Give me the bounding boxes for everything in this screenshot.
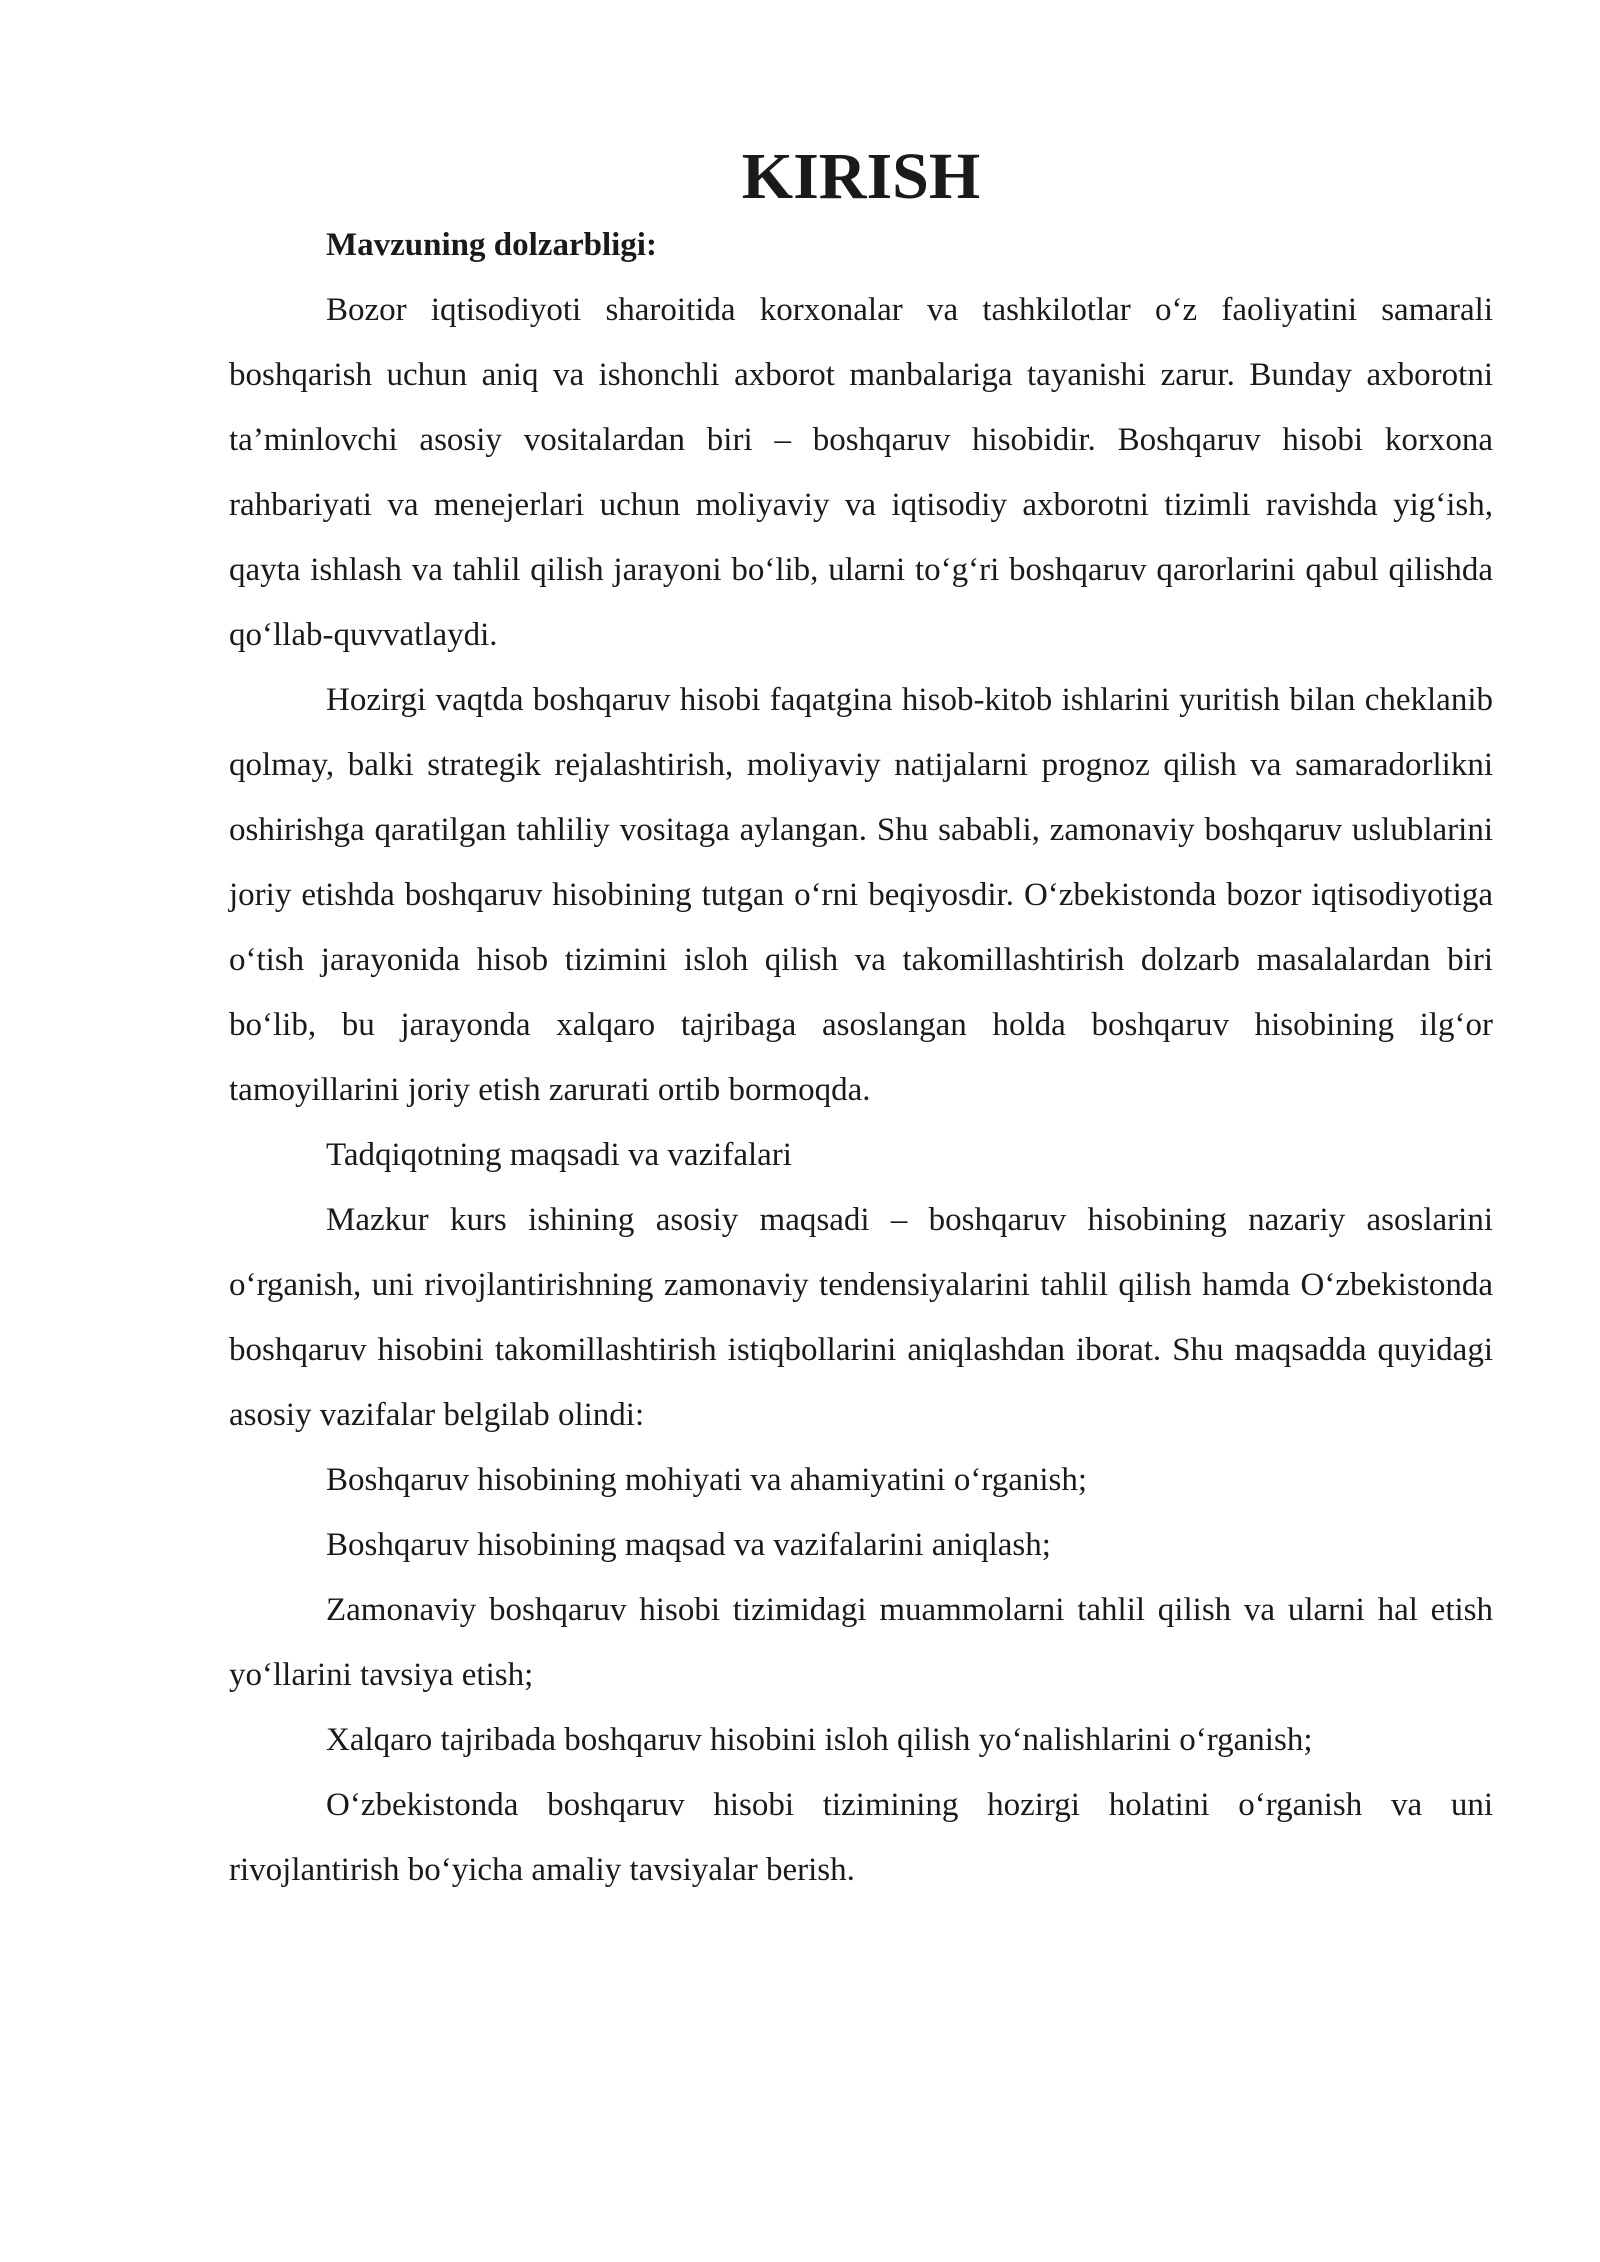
task-item: Boshqaruv hisobining mohiyati va ahamiyatini o‘rganish; — [326, 1462, 1088, 1498]
paragraph: Hozirgi vaqtda boshqaruv hisobi faqatgina hisob-kitob ishlarini yuritish bilan cheklanib qolmay, balki strategik rejalashtirish, moliyaviy natijalarni prognoz qilish va samaradorlikni oshirishga qaratilgan tahliliy vositaga aylangan. Shu sababli, zamonaviy boshqaruv uslublarini joriy etishda boshqaruv hisobining tutgan o‘rni beqiyosdir. O‘zbekistonda bozor iqtisodiyotiga o‘tish jarayonida hisob tizimini isloh qilish va takomillashtirish dolzarb masalalardan biri bo‘lib, bu jarayonda xalqaro tajribaga asoslangan holda boshqaruv hisobining ilg‘or tamoyillarini joriy etish zarurati ortib bormoqda. — [229, 682, 1493, 1108]
paragraph: Bozor iqtisodiyoti sharoitida korxonalar va tashkilotlar o‘z faoliyatini samarali boshqarish uchun aniq va ishonchli axborot manbalariga tayanishi zarur. Bunday axborotni ta’minlovchi asosiy vositalardan biri – boshqaruv hisobidir. Boshqaruv hisobi korxona rahbariyati va menejerlari uchun moliyaviy va iqtisodiy axborotni tizimli ravishda yig‘ish, qayta ishlash va tahlil qilish jarayoni bo‘lib, ularni to‘g‘ri boshqaruv qarorlarini qabul qilishda qo‘llab-quvvatlaydi. — [229, 292, 1493, 653]
document-page — [229, 140, 1493, 1903]
subheading-relevance: Mavzuning dolzarbligi: — [326, 227, 657, 263]
page-title: KIRISH — [741, 140, 981, 213]
goal-paragraph: Mazkur kurs ishining asosiy maqsadi – boshqaruv hisobining nazariy asoslarini o‘rganish, uni rivojlantirishning zamonaviy tendensiyalarini tahlil qilish hamda O‘zbekistonda boshqaruv hisobini takomillashtirish istiqbollarini aniqlashdan iborat. Shu maqsadda quyidagi asosiy vazifalar belgilab olindi: — [229, 1202, 1493, 1433]
task-item: O‘zbekistonda boshqaruv hisobi tizimining hozirgi holatini o‘rganish va uni rivojlantirish bo‘yicha amaliy tavsiyalar berish. — [229, 1787, 1493, 1888]
section-heading: Tadqiqotning maqsadi va vazifalari — [326, 1137, 792, 1173]
task-item: Xalqaro tajribada boshqaruv hisobini isloh qilish yo‘nalishlarini o‘rganish; — [326, 1722, 1313, 1758]
task-item: Zamonaviy boshqaruv hisobi tizimidagi muammolarni tahlil qilish va ularni hal etish yo‘llarini tavsiya etish; — [229, 1592, 1493, 1693]
task-item: Boshqaruv hisobining maqsad va vazifalarini aniqlash; — [326, 1527, 1051, 1563]
